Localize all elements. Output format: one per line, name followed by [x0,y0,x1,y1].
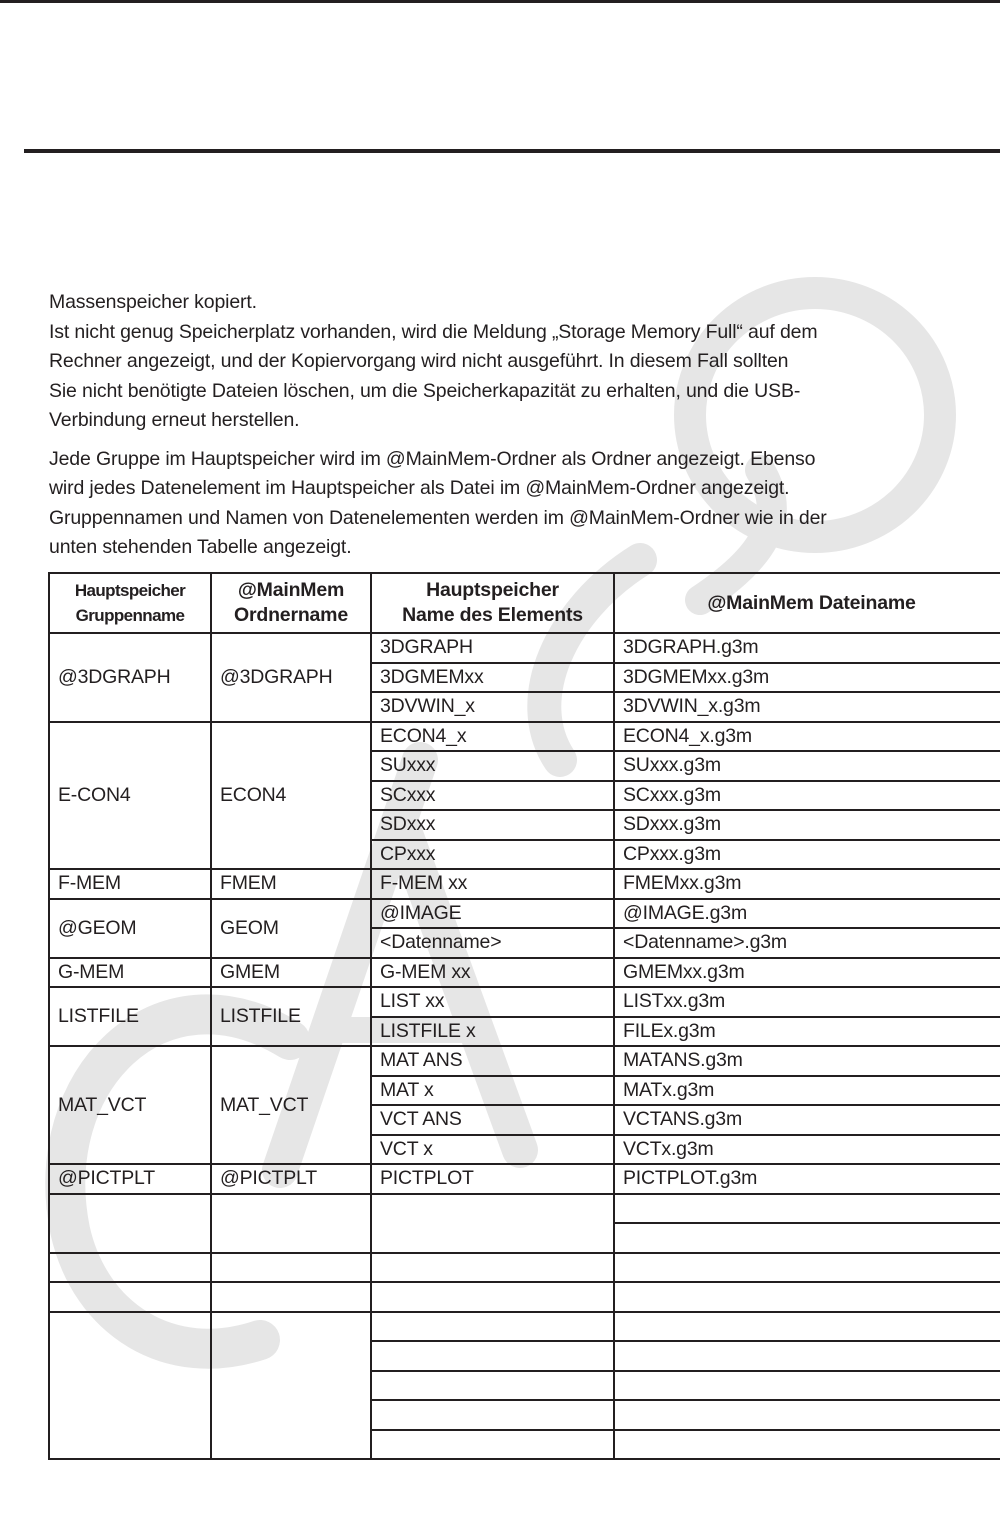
cell-empty [49,1282,211,1312]
cell-file: LISTxx.g3m [614,987,1000,1017]
table-row-empty [49,1194,1000,1224]
cell-element: VCT x [371,1135,614,1165]
cell-group: MAT_VCT [49,1046,211,1164]
cell-empty [614,1253,1000,1283]
cell-element: <Datenname> [371,928,614,958]
table-header-row [49,573,1000,633]
cell-folder: LISTFILE [211,987,371,1046]
text-line: Massenspeicher kopiert. [49,291,257,313]
table-row-empty [49,1282,1000,1312]
cell-element: MAT ANS [371,1046,614,1076]
cell-file: 3DGRAPH.g3m [614,633,1000,663]
table-row [49,1164,1000,1194]
cell-group: @PICTPLT [49,1164,211,1194]
cell-element: CPxxx [371,840,614,870]
text-line: Ist nicht genug Speicherplatz vorhanden, wird die Meldung „Storage Memory Full“ auf dem [49,320,818,343]
body-text [49,288,1000,563]
table-row-empty [49,1253,1000,1283]
paragraph-storage-full [49,288,1000,436]
cell-element: PICTPLOT [371,1164,614,1194]
cell-empty [371,1430,614,1460]
cell-folder: GMEM [211,958,371,988]
cell-folder: @PICTPLT [211,1164,371,1194]
header-group-name: Hauptspeicher Gruppenname [49,573,211,633]
cell-folder: FMEM [211,869,371,899]
table-row [49,869,1000,899]
text-line: wird jedes Datenelement im Hauptspeicher als Datei im @MainMem-Ordner angezeigt. [49,477,790,499]
cell-file: VCTx.g3m [614,1135,1000,1165]
cell-file: MATANS.g3m [614,1046,1000,1076]
cell-element: SDxxx [371,810,614,840]
cell-empty [614,1312,1000,1342]
cell-empty [49,1194,211,1253]
cell-empty [371,1253,614,1283]
cell-empty [614,1341,1000,1371]
text-line: unten stehenden Tabelle angezeigt. [49,536,352,558]
cell-file: ECON4_x.g3m [614,722,1000,752]
cell-element: SCxxx [371,781,614,811]
table-row [49,1046,1000,1076]
cell-element: G-MEM xx [371,958,614,988]
cell-folder: GEOM [211,899,371,958]
cell-empty [211,1253,371,1283]
cell-file: SDxxx.g3m [614,810,1000,840]
cell-file: SCxxx.g3m [614,781,1000,811]
cell-element: 3DGMEMxx [371,663,614,693]
cell-element: SUxxx [371,751,614,781]
cell-folder: ECON4 [211,722,371,870]
table-row [49,899,1000,929]
cell-empty [211,1312,371,1460]
cell-folder: MAT_VCT [211,1046,371,1164]
cell-element: LISTFILE x [371,1017,614,1047]
cell-empty [614,1371,1000,1401]
cell-file: 3DGMEMxx.g3m [614,663,1000,693]
cell-file: FILEx.g3m [614,1017,1000,1047]
cell-group: @3DGRAPH [49,633,211,722]
cell-empty [371,1312,614,1342]
cell-file: SUxxx.g3m [614,751,1000,781]
cell-empty [371,1371,614,1401]
cell-file: <Datenname>.g3m [614,928,1000,958]
cell-empty [614,1223,1000,1253]
table-row [49,987,1000,1017]
header-folder-name: @MainMem Ordnername [211,573,371,633]
section-divider-rule [24,149,1000,153]
cell-empty [211,1194,371,1253]
cell-empty [371,1282,614,1312]
cell-element: 3DVWIN_x [371,692,614,722]
text-line: Gruppennamen und Namen von Datenelementen werden im @MainMem-Ordner wie in der [49,506,827,529]
cell-file: VCTANS.g3m [614,1105,1000,1135]
cell-empty [371,1400,614,1430]
cell-empty [614,1282,1000,1312]
cell-file: MATx.g3m [614,1076,1000,1106]
cell-element: F-MEM xx [371,869,614,899]
table-row [49,722,1000,752]
cell-group: G-MEM [49,958,211,988]
cell-group: LISTFILE [49,987,211,1046]
table-row [49,633,1000,663]
mainmem-mapping-table [48,572,1000,1460]
cell-empty [614,1400,1000,1430]
cell-element: LIST xx [371,987,614,1017]
cell-element: ECON4_x [371,722,614,752]
text-line: Rechner angezeigt, und der Kopiervorgang wird nicht ausgeführt. In diesem Fall sollten [49,350,789,372]
cell-file: GMEMxx.g3m [614,958,1000,988]
top-rule [0,0,1000,3]
cell-element: @IMAGE [371,899,614,929]
cell-group: F-MEM [49,869,211,899]
cell-folder: @3DGRAPH [211,633,371,722]
text-line: Verbindung erneut herstellen. [49,409,300,431]
cell-empty [614,1430,1000,1460]
cell-file: 3DVWIN_x.g3m [614,692,1000,722]
cell-empty [49,1253,211,1283]
cell-element: MAT x [371,1076,614,1106]
cell-file: @IMAGE.g3m [614,899,1000,929]
table-row-empty [49,1312,1000,1342]
cell-empty [371,1194,614,1253]
cell-element: 3DGRAPH [371,633,614,663]
cell-element: VCT ANS [371,1105,614,1135]
text-line: Sie nicht benötigte Dateien löschen, um die Speicherkapazität zu erhalten, und die USB- [49,379,801,402]
cell-group: E-CON4 [49,722,211,870]
cell-file: PICTPLOT.g3m [614,1164,1000,1194]
text-line: Jede Gruppe im Hauptspeicher wird im @MainMem-Ordner als Ordner angezeigt. Ebenso [49,447,816,470]
cell-empty [211,1282,371,1312]
header-file-name: @MainMem Dateiname [614,573,1000,633]
cell-empty [371,1341,614,1371]
cell-empty [614,1194,1000,1224]
cell-file: FMEMxx.g3m [614,869,1000,899]
cell-empty [49,1312,211,1460]
table-row [49,958,1000,988]
paragraph-mainmem-folder [49,445,1000,563]
cell-file: CPxxx.g3m [614,840,1000,870]
cell-group: @GEOM [49,899,211,958]
header-element-name: Hauptspeicher Name des Elements [371,573,614,633]
